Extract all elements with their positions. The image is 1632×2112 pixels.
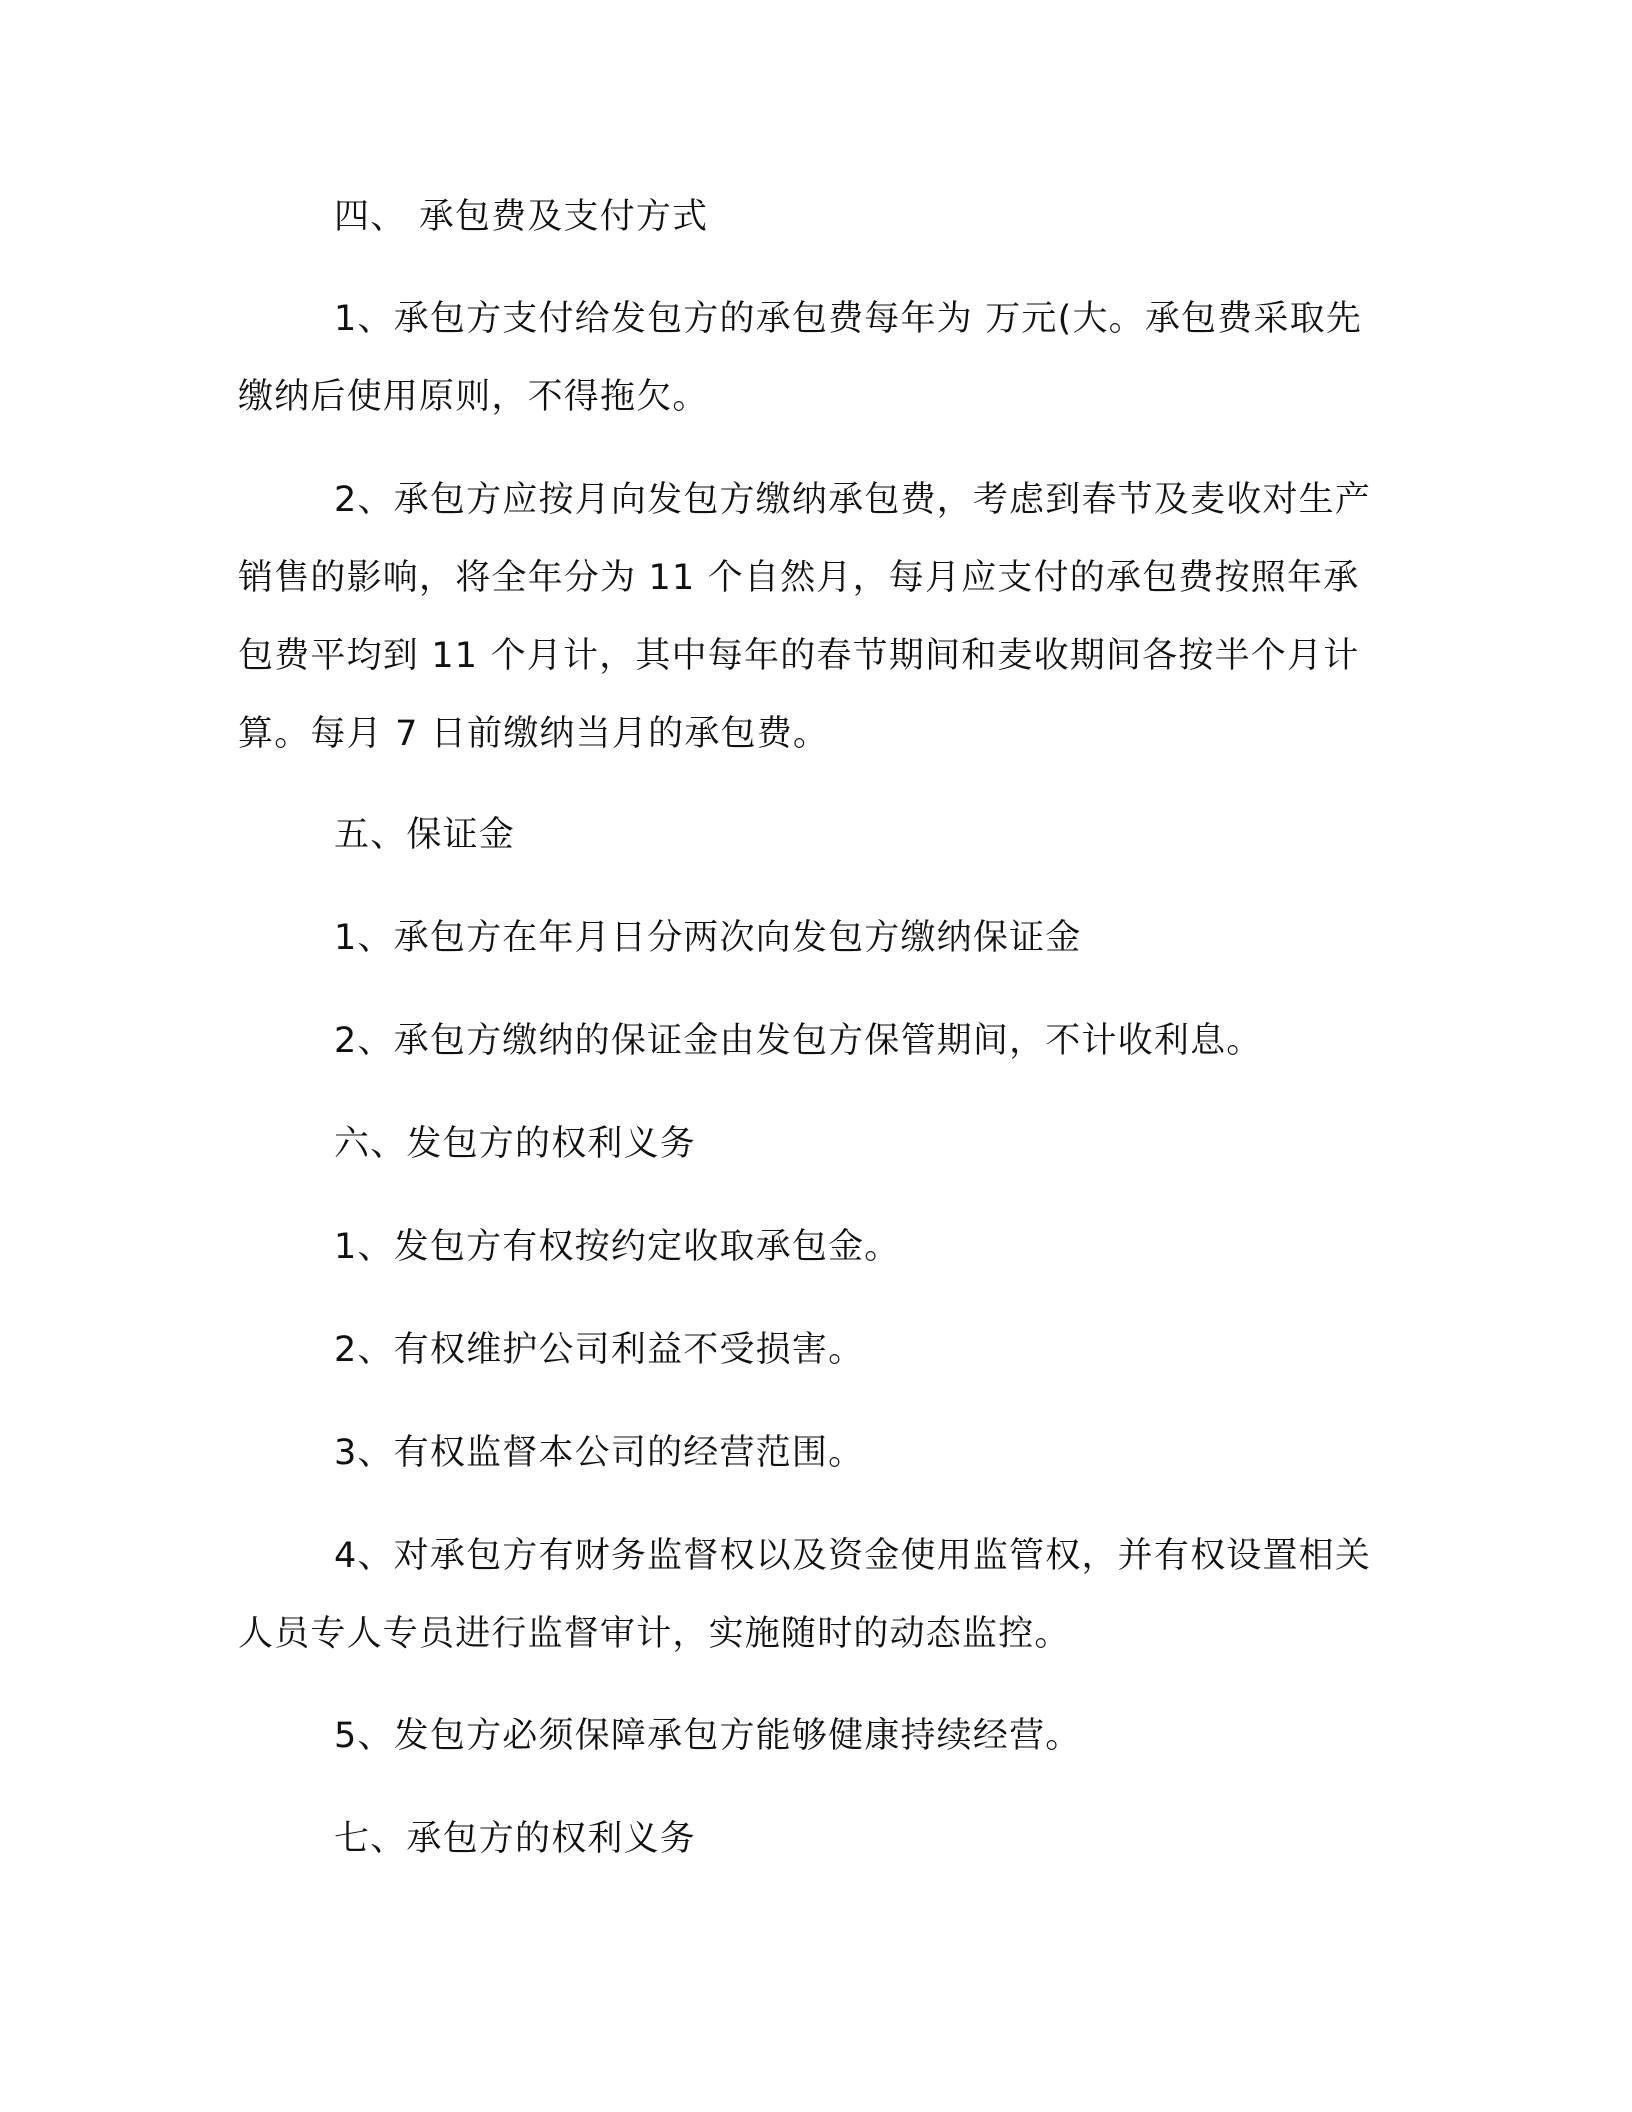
paragraph-4-2: 2、承包方应按月向发包方缴纳承包费，考虑到春节及麦收对生产销售的影响，将全年分为 11 个自然月，每月应支付的承包费按照年承包费平均到 11 个月计，其中每年的春节期间和麦收期间各按半个月计算。每月 7 日前缴纳当月的承包费。 (238, 480, 1372, 754)
paragraph-6-5: 5、发包方必须保障承包方能够健康持续经营。 (334, 1716, 1082, 1756)
paragraph-6-1: 1、发包方有权按约定收取承包金。 (334, 1227, 901, 1267)
paragraph-5-1: 1、承包方在年月日分两次向发包方缴纳保证金 (334, 918, 1082, 958)
paragraph-5-2: 2、承包方缴纳的保证金由发包方保管期间，不计收利息。 (334, 1021, 1263, 1061)
paragraph-6-4: 4、对承包方有财务监督权以及资金使用监管权，并有权设置相关人员专人专员进行监督审计，实施随时的动态监控。 (238, 1536, 1372, 1654)
section-heading-7: 七、承包方的权利义务 (334, 1819, 697, 1859)
section-heading-6: 六、发包方的权利义务 (334, 1124, 697, 1164)
section-heading-4: 四、 承包费及支付方式 (334, 197, 709, 237)
section-heading-5: 五、保证金 (334, 815, 516, 855)
paragraph-6-2: 2、有权维护公司利益不受损害。 (334, 1330, 865, 1370)
paragraph-6-3: 3、有权监督本公司的经营范围。 (334, 1433, 865, 1473)
paragraph-4-1: 1、承包方支付给发包方的承包费每年为 万元(大。承包费采取先缴纳后使用原则，不得拖欠。 (238, 299, 1363, 417)
